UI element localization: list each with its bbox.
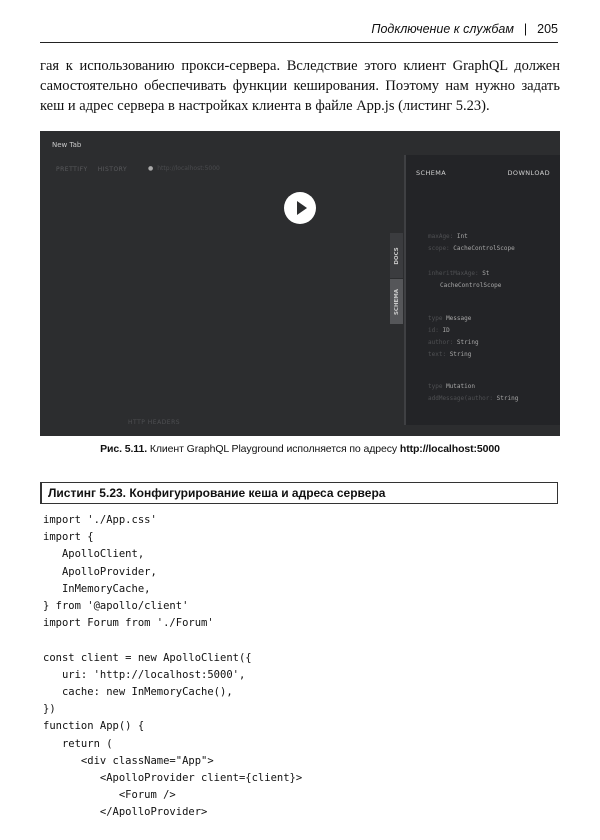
header-section-title: Подключение к службам bbox=[371, 22, 514, 36]
schema-line bbox=[428, 327, 450, 334]
listing-title: Листинг 5.23. Конфигурирование кеша и адреса сервера bbox=[40, 482, 558, 504]
caption-url: http://localhost:5000 bbox=[399, 443, 500, 455]
schema-line bbox=[428, 315, 471, 322]
page-number: 205 bbox=[537, 22, 558, 36]
schema-field-name: scope: bbox=[428, 245, 454, 252]
schema-field-type: ID bbox=[442, 327, 450, 334]
schema-field-type: St bbox=[482, 270, 490, 277]
schema-field-name: text: bbox=[428, 351, 450, 358]
schema-field-type: String bbox=[456, 339, 479, 346]
http-headers-label: HTTP HEADERS bbox=[128, 419, 181, 426]
figure-screenshot bbox=[40, 131, 560, 436]
code-listing: import './App.css' import { ApolloClient, ApolloProvider, InMemoryCache, } from '@apollo/client' import Forum from './Forum' const client = new ApolloClient({ uri: 'http://localhost:5000', cache: new InMemoryCache(), }) function App() { return ( <div className="App"> <ApolloProvider client={client}> <Forum /> </ApolloProvider> bbox=[43, 514, 303, 819]
docs-side-tab bbox=[390, 233, 403, 278]
schema-line bbox=[428, 245, 515, 252]
schema-line bbox=[428, 383, 475, 390]
schema-field-name: addMessage(author: bbox=[428, 395, 497, 402]
schema-tab-label: SCHEMA bbox=[393, 288, 400, 315]
prettify-button: PRETTIFY bbox=[56, 166, 88, 173]
schema-field-type: CacheControlScope bbox=[453, 245, 515, 252]
playground-toolbar bbox=[56, 166, 137, 173]
browser-tab-title: New Tab bbox=[52, 141, 82, 149]
schema-field-type: Int bbox=[456, 233, 468, 240]
caption-text: Клиент GraphQL Playground исполняется по адресу bbox=[149, 443, 398, 455]
play-icon bbox=[284, 192, 316, 224]
docs-tab-label: DOCS bbox=[393, 246, 400, 265]
schema-field-type: String bbox=[496, 395, 519, 402]
schema-download-button: DOWNLOAD bbox=[507, 169, 550, 177]
schema-field-name: id: bbox=[428, 327, 443, 334]
schema-field-name: inheritMaxAge: bbox=[428, 270, 483, 277]
schema-field-name: type bbox=[428, 315, 447, 322]
endpoint-url-text: http://localhost:5000 bbox=[157, 165, 220, 172]
schema-panel bbox=[404, 155, 560, 425]
schema-field-type: Message bbox=[446, 315, 472, 322]
schema-field-name: type bbox=[428, 383, 447, 390]
schema-line bbox=[428, 395, 518, 402]
schema-line bbox=[428, 270, 489, 277]
schema-panel-title: SCHEMA bbox=[416, 169, 447, 177]
schema-field-name: author: bbox=[428, 339, 457, 346]
history-button: HISTORY bbox=[97, 166, 128, 173]
schema-field-name: maxAge: bbox=[428, 233, 457, 240]
schema-line bbox=[440, 282, 501, 289]
body-paragraph: гая к использованию прокси-сервера. Вследствие этого клиент GraphQL должен самостоятельно обеспечивать функции кеширования. Поэтому нам нужно задать кеш и адрес сервера в настройках клиента в файле App.js (листинг 5.23). bbox=[40, 58, 560, 114]
schema-field-type: CacheControlScope bbox=[440, 282, 502, 289]
caption-label: Рис. 5.11. bbox=[100, 443, 148, 455]
endpoint-url bbox=[148, 165, 220, 172]
schema-line bbox=[428, 233, 468, 240]
status-dot-icon: ● bbox=[148, 165, 154, 172]
schema-side-tab bbox=[390, 279, 403, 324]
schema-line bbox=[428, 351, 471, 358]
schema-field-type: String bbox=[449, 351, 472, 358]
schema-field-type: Mutation bbox=[446, 383, 475, 390]
schema-line bbox=[428, 339, 479, 346]
figure-caption bbox=[40, 443, 560, 455]
header-separator: | bbox=[523, 22, 528, 36]
running-header bbox=[40, 22, 558, 43]
